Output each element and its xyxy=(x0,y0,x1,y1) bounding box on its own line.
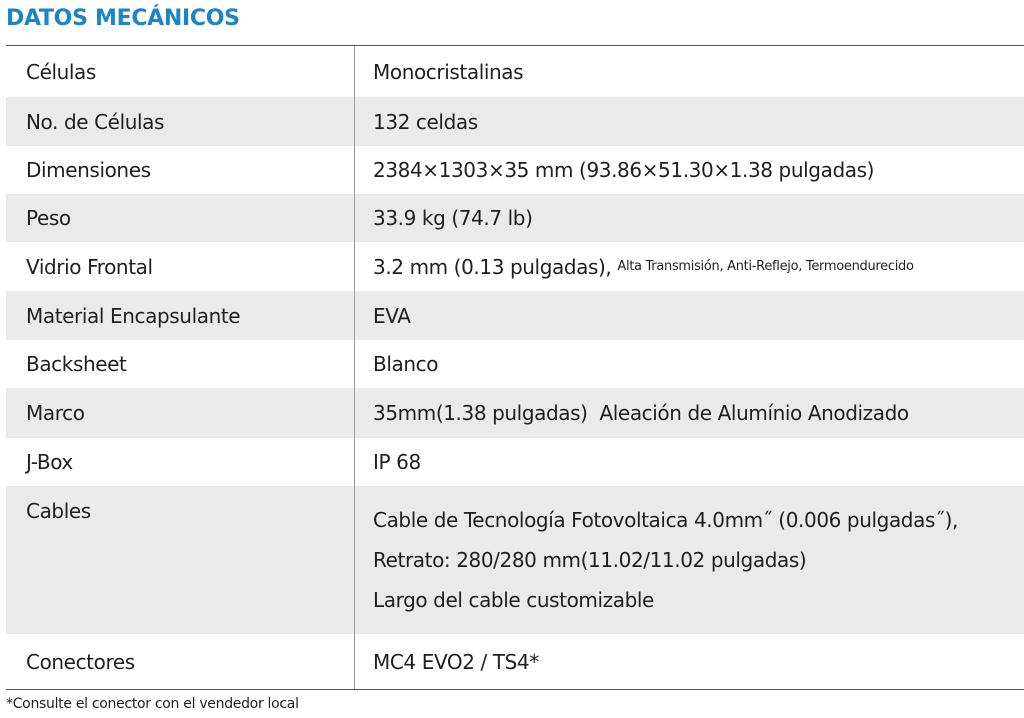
row-label: No. de Células xyxy=(6,97,355,146)
row-label: Células xyxy=(6,46,355,97)
table-row-connectors xyxy=(6,634,1024,689)
table-row-backsheet xyxy=(6,340,1024,388)
table-row-dimensions xyxy=(6,146,1024,194)
row-value: 35mm(1.38 pulgadas) Aleación de Alumínio Anodizado xyxy=(373,401,909,425)
row-label: Material Encapsulante xyxy=(6,291,355,340)
row-value: IP 68 xyxy=(373,450,421,474)
row-label: Backsheet xyxy=(6,340,355,388)
table-row-frame xyxy=(6,388,1024,438)
row-value xyxy=(355,242,1024,291)
row-label: Vidrio Frontal xyxy=(6,242,355,291)
row-label: J-Box xyxy=(6,438,355,486)
row-value: 2384×1303×35 mm (93.86×51.30×1.38 pulgadas) xyxy=(373,158,875,182)
table-row-cables xyxy=(6,486,1024,634)
row-label: Dimensiones xyxy=(6,146,355,194)
table-row-encapsulant xyxy=(6,291,1024,340)
row-label: Cables xyxy=(6,486,355,634)
glass-properties-note: Alta Transmisión, Anti-Reflejo, Termoendurecido xyxy=(617,259,914,274)
row-value: EVA xyxy=(373,303,411,328)
footnote: *Consulte el conector con el vendedor local xyxy=(6,696,299,712)
section-title: DATOS MECÁNICOS xyxy=(6,6,240,31)
mechanical-data-table xyxy=(6,45,1024,690)
table-row-cells xyxy=(6,46,1024,97)
table-row-jbox xyxy=(6,438,1024,486)
row-value: Monocristalinas xyxy=(373,59,524,84)
row-label: Conectores xyxy=(6,634,355,689)
row-label: Peso xyxy=(6,194,355,242)
row-value: 33.9 kg (74.7 lb) xyxy=(373,206,533,230)
cable-line-1: Cable de Tecnología Fotovoltaica 4.0mm˝ (0.006 pulgadas˝), xyxy=(373,508,958,532)
table-row-weight xyxy=(6,194,1024,242)
table-row-front-glass xyxy=(6,242,1024,291)
row-label: Marco xyxy=(6,388,355,438)
cable-line-2: Retrato: 280/280 mm(11.02/11.02 pulgadas) xyxy=(373,548,807,572)
cable-line-3: Largo del cable customizable xyxy=(373,588,654,612)
row-value: 132 celdas xyxy=(373,109,478,134)
table-row-cell-count xyxy=(6,97,1024,146)
row-value: MC4 EVO2 / TS4* xyxy=(373,649,539,674)
glass-thickness: 3.2 mm (0.13 pulgadas), xyxy=(373,254,612,279)
row-value: Blanco xyxy=(373,352,439,376)
row-value xyxy=(355,486,1024,634)
